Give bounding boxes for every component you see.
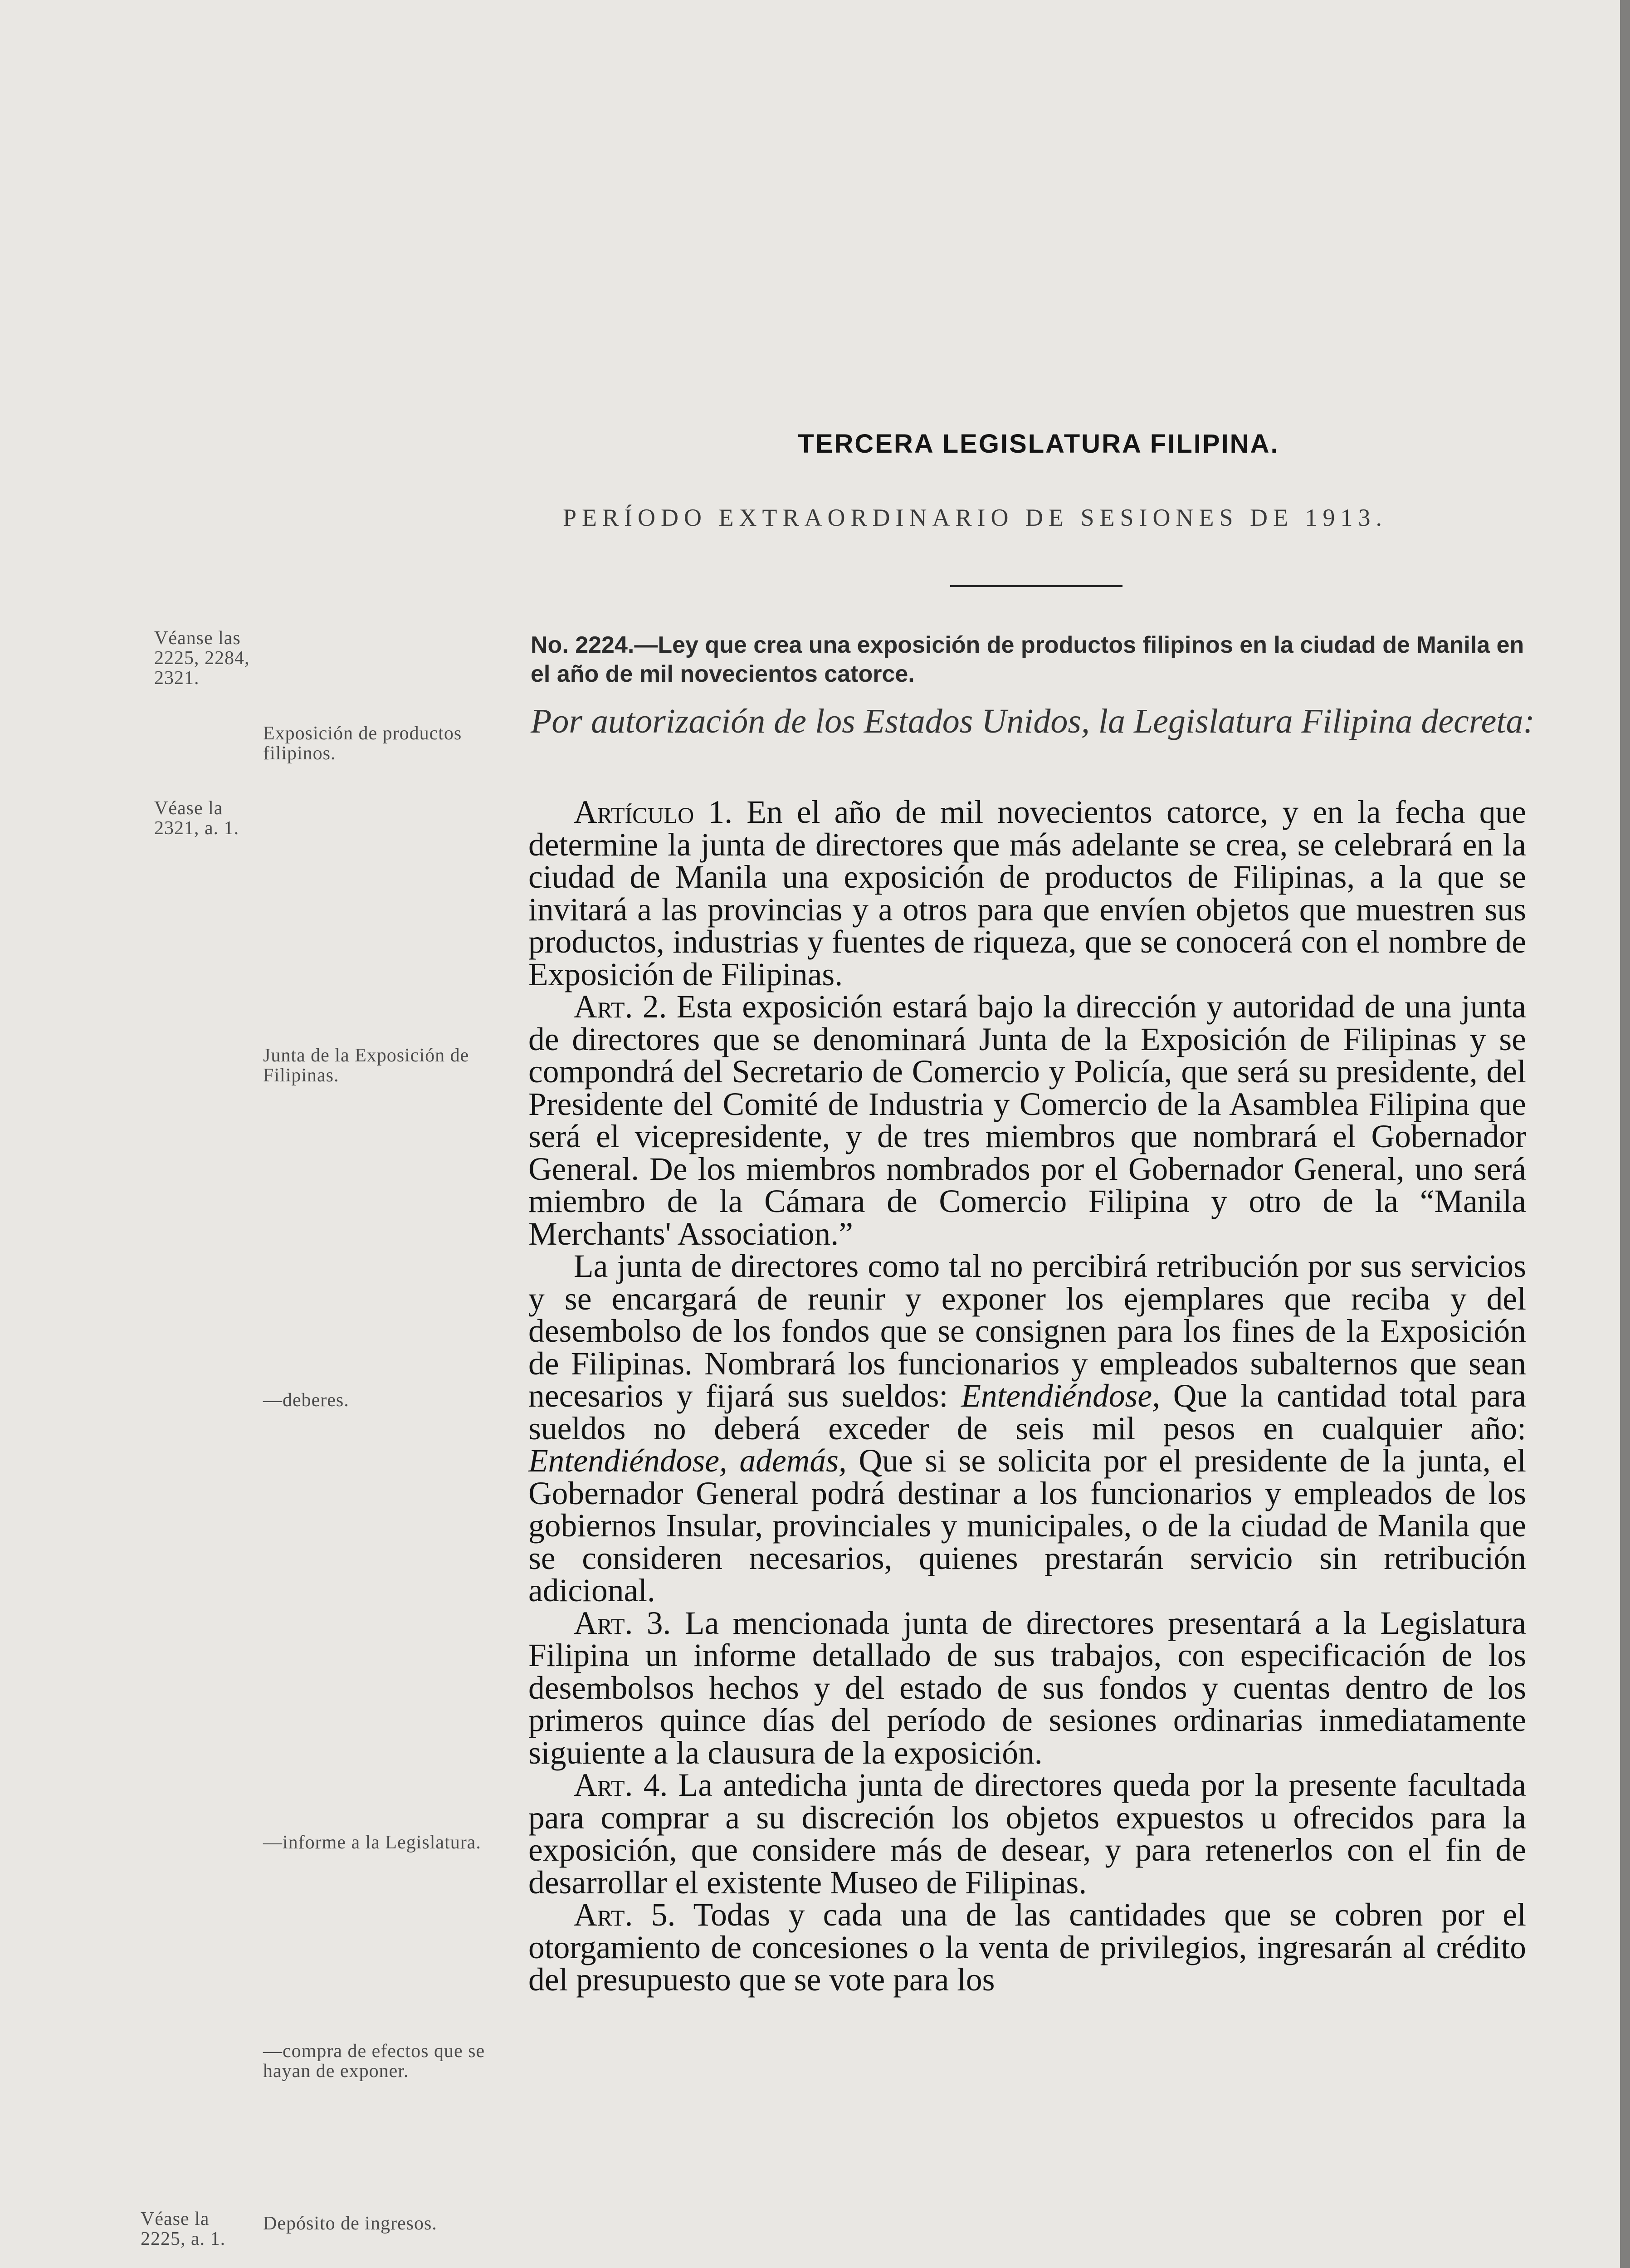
- article-5-label: Art. 5.: [574, 1897, 676, 1933]
- article-2-text: Esta exposición estará bajo la dirección y autoridad de una junta de directores que se denominará Junta de la Exposición de Filipinas y se compondrá del Secretario de Comercio y Policía, que será su presidente, del Presidente del Comité de Industria y Comercio de la Asamblea Filipina que será el vicepresidente, y de tres miembros que nombrará el Gobernador General. De los miembros nombrados por el Gobernador General, uno será miembro de la Cámara de Comercio Filipina y otro de la “Manila Merchants' Association.”: [528, 989, 1527, 1252]
- proviso-1: Entendiéndose,: [961, 1378, 1160, 1414]
- margin-topic-purchase: —compra de efectos que se hayan de exponer.: [263, 2041, 485, 2082]
- act-body: [528, 796, 1526, 1996]
- margin-see-note-2: Véase la 2321, a. 1.: [154, 798, 239, 839]
- margin-see-note-3: Véase la 2225, a. 1.: [141, 2209, 226, 2249]
- article-1: [528, 796, 1526, 991]
- legislature-title: TERCERA LEGISLATURA FILIPINA.: [798, 429, 1279, 459]
- article-3: [528, 1607, 1526, 1769]
- header-rule: [950, 585, 1122, 587]
- article-1-label: Artículo 1.: [574, 794, 733, 830]
- margin-see-note-1: Véanse las 2225, 2284, 2321.: [154, 628, 250, 689]
- article-1-text: En el año de mil novecientos catorce, y en la fecha que determine la junta de directores que más adelante se crea, se celebrará en la ciudad de Manila una exposición de productos de Filipinas, a la que se invitará a las provincias y a otros para que envíen objetos que muestren sus productos, industrias y fuentes de riqueza, que se conocerá con el nombre de Exposición de Filipinas.: [528, 794, 1526, 992]
- duties-text-a: La junta de directores como tal no percibirá retribución por sus servicios y se encargará de reunir y exponer los ejemplares que reciba y del desembolso de los fondos que se consignen para los fines de la Exposición de Filipinas. Nombrará los funcionarios y empleados subalternos que sean necesarios y fijará sus sueldos:: [528, 1248, 1526, 1414]
- proviso-2: Entendiéndose, además,: [528, 1443, 847, 1479]
- enacting-clause: Por autorización de los Estados Unidos, la Legislatura Filipina decreta:: [531, 702, 1535, 740]
- page-edge-shadow: [1620, 0, 1630, 2268]
- article-5-text: Todas y cada una de las cantidades que se cobren por el otorgamiento de concesiones o la venta de privilegios, ingresarán al crédito del presupuesto que se vote para los: [528, 1897, 1526, 1998]
- act-heading: No. 2224.—Ley que crea una exposición de productos filipinos en la ciudad de Manila en el año de mil novecientos catorce.: [531, 632, 1524, 687]
- margin-topic-duties: —deberes.: [263, 1390, 349, 1411]
- article-3-label: Art. 3.: [574, 1605, 671, 1641]
- article-4-text: La antedicha junta de directores queda por la presente facultada para comprar a su discreción los objetos expuestos u ofrecidos para la exposición, que considere más de desear, y para retenerlos con el fin de desarrollar el existente Museo de Filipinas.: [528, 1767, 1526, 1901]
- article-4-label: Art. 4.: [574, 1767, 668, 1803]
- article-2-label: Art. 2.: [574, 989, 667, 1025]
- article-4: [528, 1769, 1526, 1899]
- duties-text-b: Que la cantidad total para sueldos no deberá exceder de seis mil pesos en cualquier año:: [528, 1378, 1527, 1447]
- duties-paragraph: [528, 1250, 1526, 1607]
- margin-topic-deposit: Depósito de ingresos.: [263, 2213, 437, 2234]
- article-3-text: La mencionada junta de directores presentará a la Legislatura Filipina un informe detallado de sus trabajos, con especificación de los desembolsos hechos y del estado de sus fondos y cuentas dentro de los primeros quince días del período de sesiones ordinarias inmediatamente siguiente a la clausura de la exposición.: [528, 1605, 1527, 1771]
- margin-topic-exposition: Exposición de productos filipinos.: [263, 723, 462, 764]
- session-subtitle: PERÍODO EXTRAORDINARIO DE SESIONES DE 1913.: [563, 504, 1387, 531]
- margin-topic-report: —informe a la Legislatura.: [263, 1832, 481, 1853]
- margin-topic-board: Junta de la Exposición de Filipinas.: [263, 1045, 469, 1086]
- duties-text-c: Que si se solicita por el presidente de la junta, el Gobernador General podrá destinar a los funcionarios y empleados de los gobiernos Insular, provinciales y municipales, o de la ciudad de Manila que se consideren necesarios, quienes prestarán servicio sin retribución adicional.: [528, 1443, 1527, 1608]
- article-5: [528, 1899, 1526, 1996]
- article-2: [528, 991, 1526, 1250]
